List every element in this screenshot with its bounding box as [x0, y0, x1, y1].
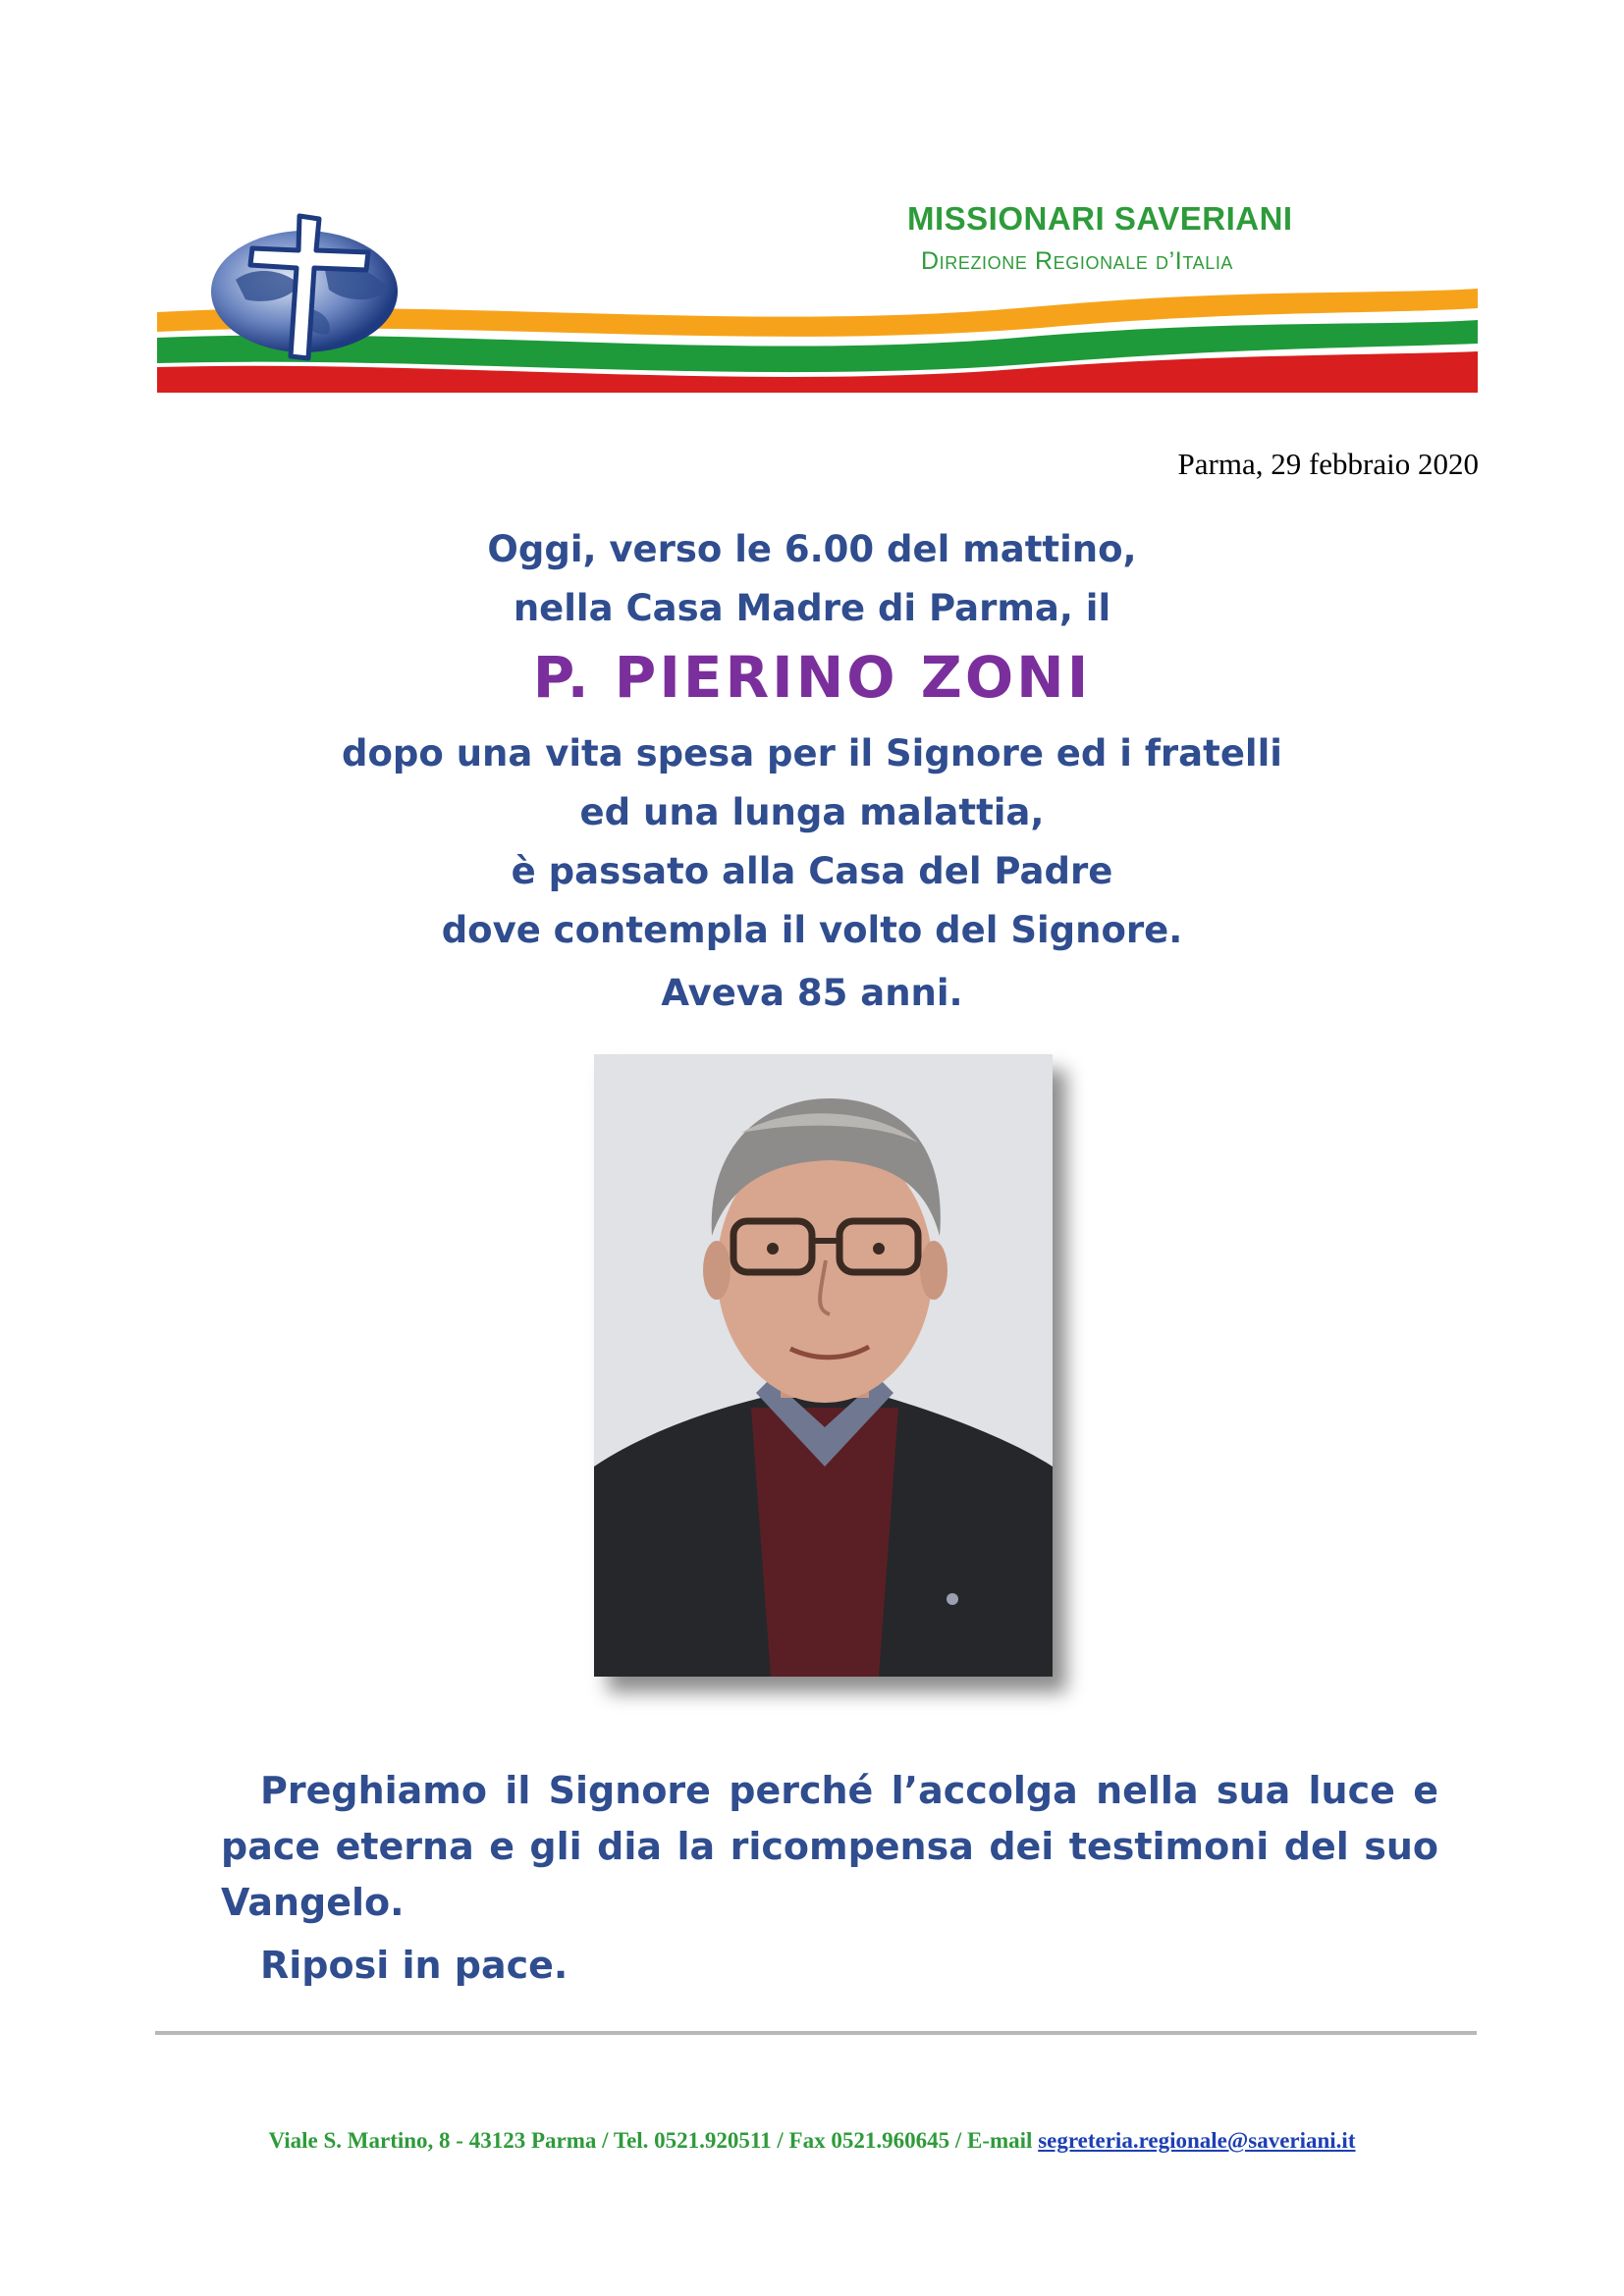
announcement-line-4: ed una lunga malattia, [579, 791, 1045, 833]
announcement-line-3: dopo una vita spesa per il Signore ed i fratelli [342, 732, 1282, 774]
organization-name: MISSIONARI SAVERIANI [907, 200, 1293, 237]
footer-divider [155, 2031, 1477, 2035]
letterhead [157, 187, 1478, 393]
cross-globe-logo-icon [206, 211, 403, 368]
announcement-line-2: nella Casa Madre di Parma, il [513, 587, 1111, 629]
footer-address: Viale S. Martino, 8 - 43123 Parma / Tel. 0521.920511 / Fax 0521.960645 / E-mail [268, 2128, 1039, 2153]
announcement-line-7: Aveva 85 anni. [661, 972, 963, 1014]
prayer-paragraph [221, 1763, 1438, 1931]
footer-email-link[interactable]: segreteria.regionale@saveriani.it [1038, 2128, 1356, 2153]
deceased-name: P. PIERINO ZONI [532, 644, 1092, 711]
announcement-line-6: dove contempla il volto del Signore. [441, 909, 1183, 951]
announcement-line-1: Oggi, verso le 6.00 del mattino, [487, 528, 1137, 570]
announcement-line-5: è passato alla Casa del Padre [511, 850, 1113, 892]
prayer-text: Preghiamo il Signore perché l’accolga nella sua luce e pace eterna e gli dia la ricompensa dei testimoni del suo Vangelo. [221, 1769, 1438, 1924]
organization-subtitle: Direzione Regionale d’Italia [921, 247, 1234, 275]
document-date: Parma, 29 febbraio 2020 [1177, 447, 1479, 481]
footer-contact [0, 2128, 1624, 2154]
portrait-photo-icon [594, 1054, 1053, 1677]
rest-in-peace: Riposi in pace. [260, 1944, 568, 1987]
